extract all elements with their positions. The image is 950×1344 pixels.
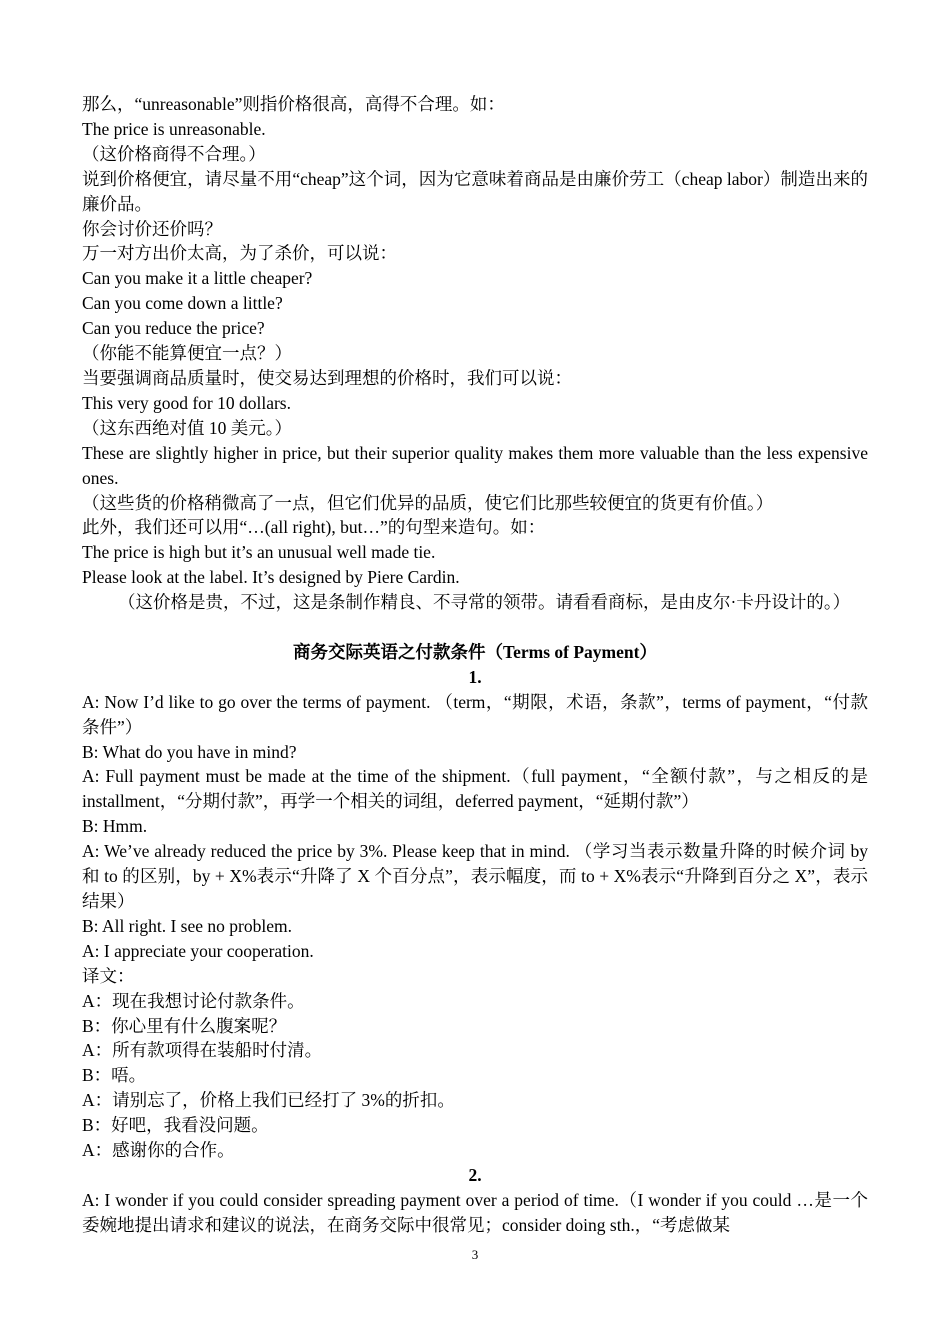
translation-line: B：你心里有什么腹案呢？: [82, 1015, 287, 1036]
translation-line: A：感谢你的合作。: [82, 1140, 235, 1161]
dialog-line: A: Now I’d like to go over the terms of payment. （term，“期限，术语，条款”，terms of payment，“付款条件”）: [82, 691, 868, 737]
indented-translation: （这价格是贵，不过，这是条制作精良、不寻常的领带。请看看商标，是由皮尔·卡丹设计的。）: [118, 592, 851, 613]
dialog-line: B: All right. I see no problem.: [82, 915, 292, 936]
text-line: （你能不能算便宜一点？）: [82, 343, 292, 364]
text-line: Can you make it a little cheaper?: [82, 268, 313, 289]
paragraph-cheap: 说到价格便宜，请尽量不用“cheap”这个词，因为它意味着商品是由廉价劳工（cheap labor）制造出来的廉价品。: [82, 168, 868, 214]
text-line: The price is unreasonable.: [82, 118, 266, 139]
text-line: 你会讨价还价吗？: [82, 218, 222, 239]
dialog-line: A: Full payment must be made at the time of the shipment.（full payment，“全额付款”，与之相反的是 installment，“分期付款”，再学一个相关的词组，deferred payment，“延期付款”）: [82, 766, 868, 812]
translation-line: B：唔。: [82, 1065, 147, 1086]
dialog-line: A: We’ve already reduced the price by 3%. Please keep that in mind. （学习当表示数量升降的时候介词 by 和 to 的区别，by + X%表示“升降了 X 个百分点”，表示幅度，而 to + X%表示“升降到百分之 X”，表示结果）: [82, 841, 868, 911]
dialog-line: B: Hmm.: [82, 816, 148, 837]
text-line: （这些货的价格稍微高了一点，但它们优异的品质，使它们比那些较便宜的货更有价值。）: [82, 492, 774, 513]
page-number: 3: [471, 1247, 479, 1262]
blank-line: [82, 615, 868, 640]
text-line: 那么，“unreasonable”则指价格很高，高得不合理。如：: [82, 94, 505, 114]
text-line: Please look at the label. It’s designed by Piere Cardin.: [82, 567, 460, 588]
text-line: （这价格商得不合理。）: [82, 143, 266, 164]
section-title: 商务交际英语之付款条件（Terms of Payment）: [293, 641, 657, 662]
translation-line: B：好吧，我看没问题。: [82, 1115, 269, 1136]
text-line: The price is high but it’s an unusual well made tie.: [82, 542, 436, 563]
text-line: （这东西绝对值 10 美元。）: [82, 417, 292, 438]
section-number: 2.: [468, 1164, 482, 1185]
text-line: This very good for 10 dollars.: [82, 392, 291, 413]
text-line: Can you come down a little?: [82, 293, 283, 314]
translation-label: 译文：: [82, 965, 135, 986]
text-line: 此外，我们还可以用“…(all right), but…”的句型来造句。如：: [82, 517, 546, 538]
dialog-line: B: What do you have in mind?: [82, 741, 297, 762]
section-number: 1.: [468, 666, 482, 687]
dialog-line: A: I appreciate your cooperation.: [82, 940, 314, 961]
document-body: [82, 92, 868, 1238]
text-line: Can you reduce the price?: [82, 318, 265, 339]
dialog-line: A: I wonder if you could consider spreading payment over a period of time.（I wonder if you could …是一个委婉地提出请求和建议的说法，在商务交际中很常见；consider doing sth.，“考虑做某: [82, 1189, 868, 1235]
translation-line: A：现在我想讨论付款条件。: [82, 990, 305, 1011]
text-line: 当要强调商品质量时，使交易达到理想的价格时，我们可以说：: [82, 367, 572, 388]
paragraph-superior-quality: These are slightly higher in price, but their superior quality makes them more valuable than the less expensive ones.: [82, 442, 868, 488]
text-line: 万一对方出价太高，为了杀价，可以说：: [82, 243, 397, 264]
translation-line: A：所有款项得在装船时付清。: [82, 1040, 323, 1061]
translation-line: A：请别忘了，价格上我们已经打了 3%的折扣。: [82, 1090, 455, 1111]
